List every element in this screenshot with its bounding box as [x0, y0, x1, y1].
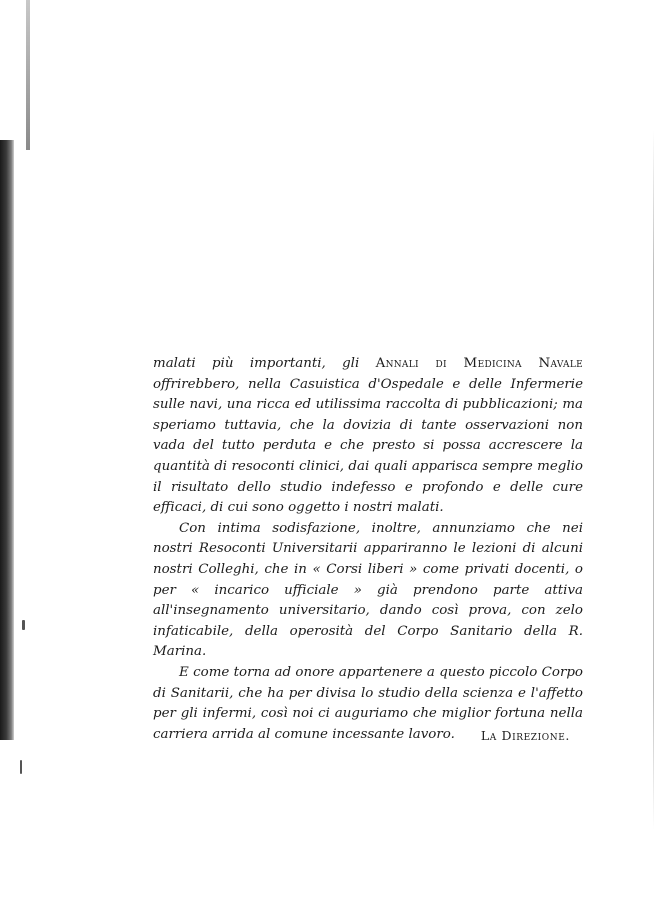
- page-right-edge: [653, 130, 654, 830]
- signature: La Direzione.: [480, 728, 570, 743]
- binding-edge-top: [26, 0, 30, 150]
- scan-speck: [20, 760, 22, 774]
- scan-speck: [22, 620, 25, 630]
- binding-edge: [0, 140, 14, 740]
- body-text: [153, 354, 583, 745]
- paragraph-1-rest: offrirebbero, nella Casuistica d'Ospedale e delle Infermerie sulle navi, una ricca ed utilissima raccolta di pubblicazioni; ma speriamo tuttavia, che la dovizia di tante osservazioni non vada del tutto perduta e che presto si possa accrescere la quantità di resoconti clinici, dai quali apparisca sempre meglio il risultato dello studio indefesso e profondo e delle cure efficaci, di cui sono oggetto i nostri malati.: [153, 376, 583, 516]
- paragraph-1: [153, 354, 583, 519]
- paragraph-1-start: malati più importanti, gli: [153, 356, 376, 371]
- journal-name: Annali di Medicina Navale: [375, 356, 583, 371]
- paragraph-3: E come torna ad onore appartenere a questo piccolo Corpo di Sanitarii, che ha per divisa lo studio della scienza e l'affetto per gli infermi, così noi ci auguriamo che miglior fortuna nella carriera arrida al comune incessante lavoro.: [153, 664, 583, 742]
- paragraph-2: Con intima sodisfazione, inoltre, annunziamo che nei nostri Resoconti Universitarii appariranno le lezioni di alcuni nostri Colleghi, che in « Corsi liberi » come privati docenti, o per « incarico ufficiale » già prendono parte attiva all'insegnamento universitario, dando così prova, con zelo infaticabile, della operosità del Corpo Sanitario della R. Marina.: [153, 520, 583, 660]
